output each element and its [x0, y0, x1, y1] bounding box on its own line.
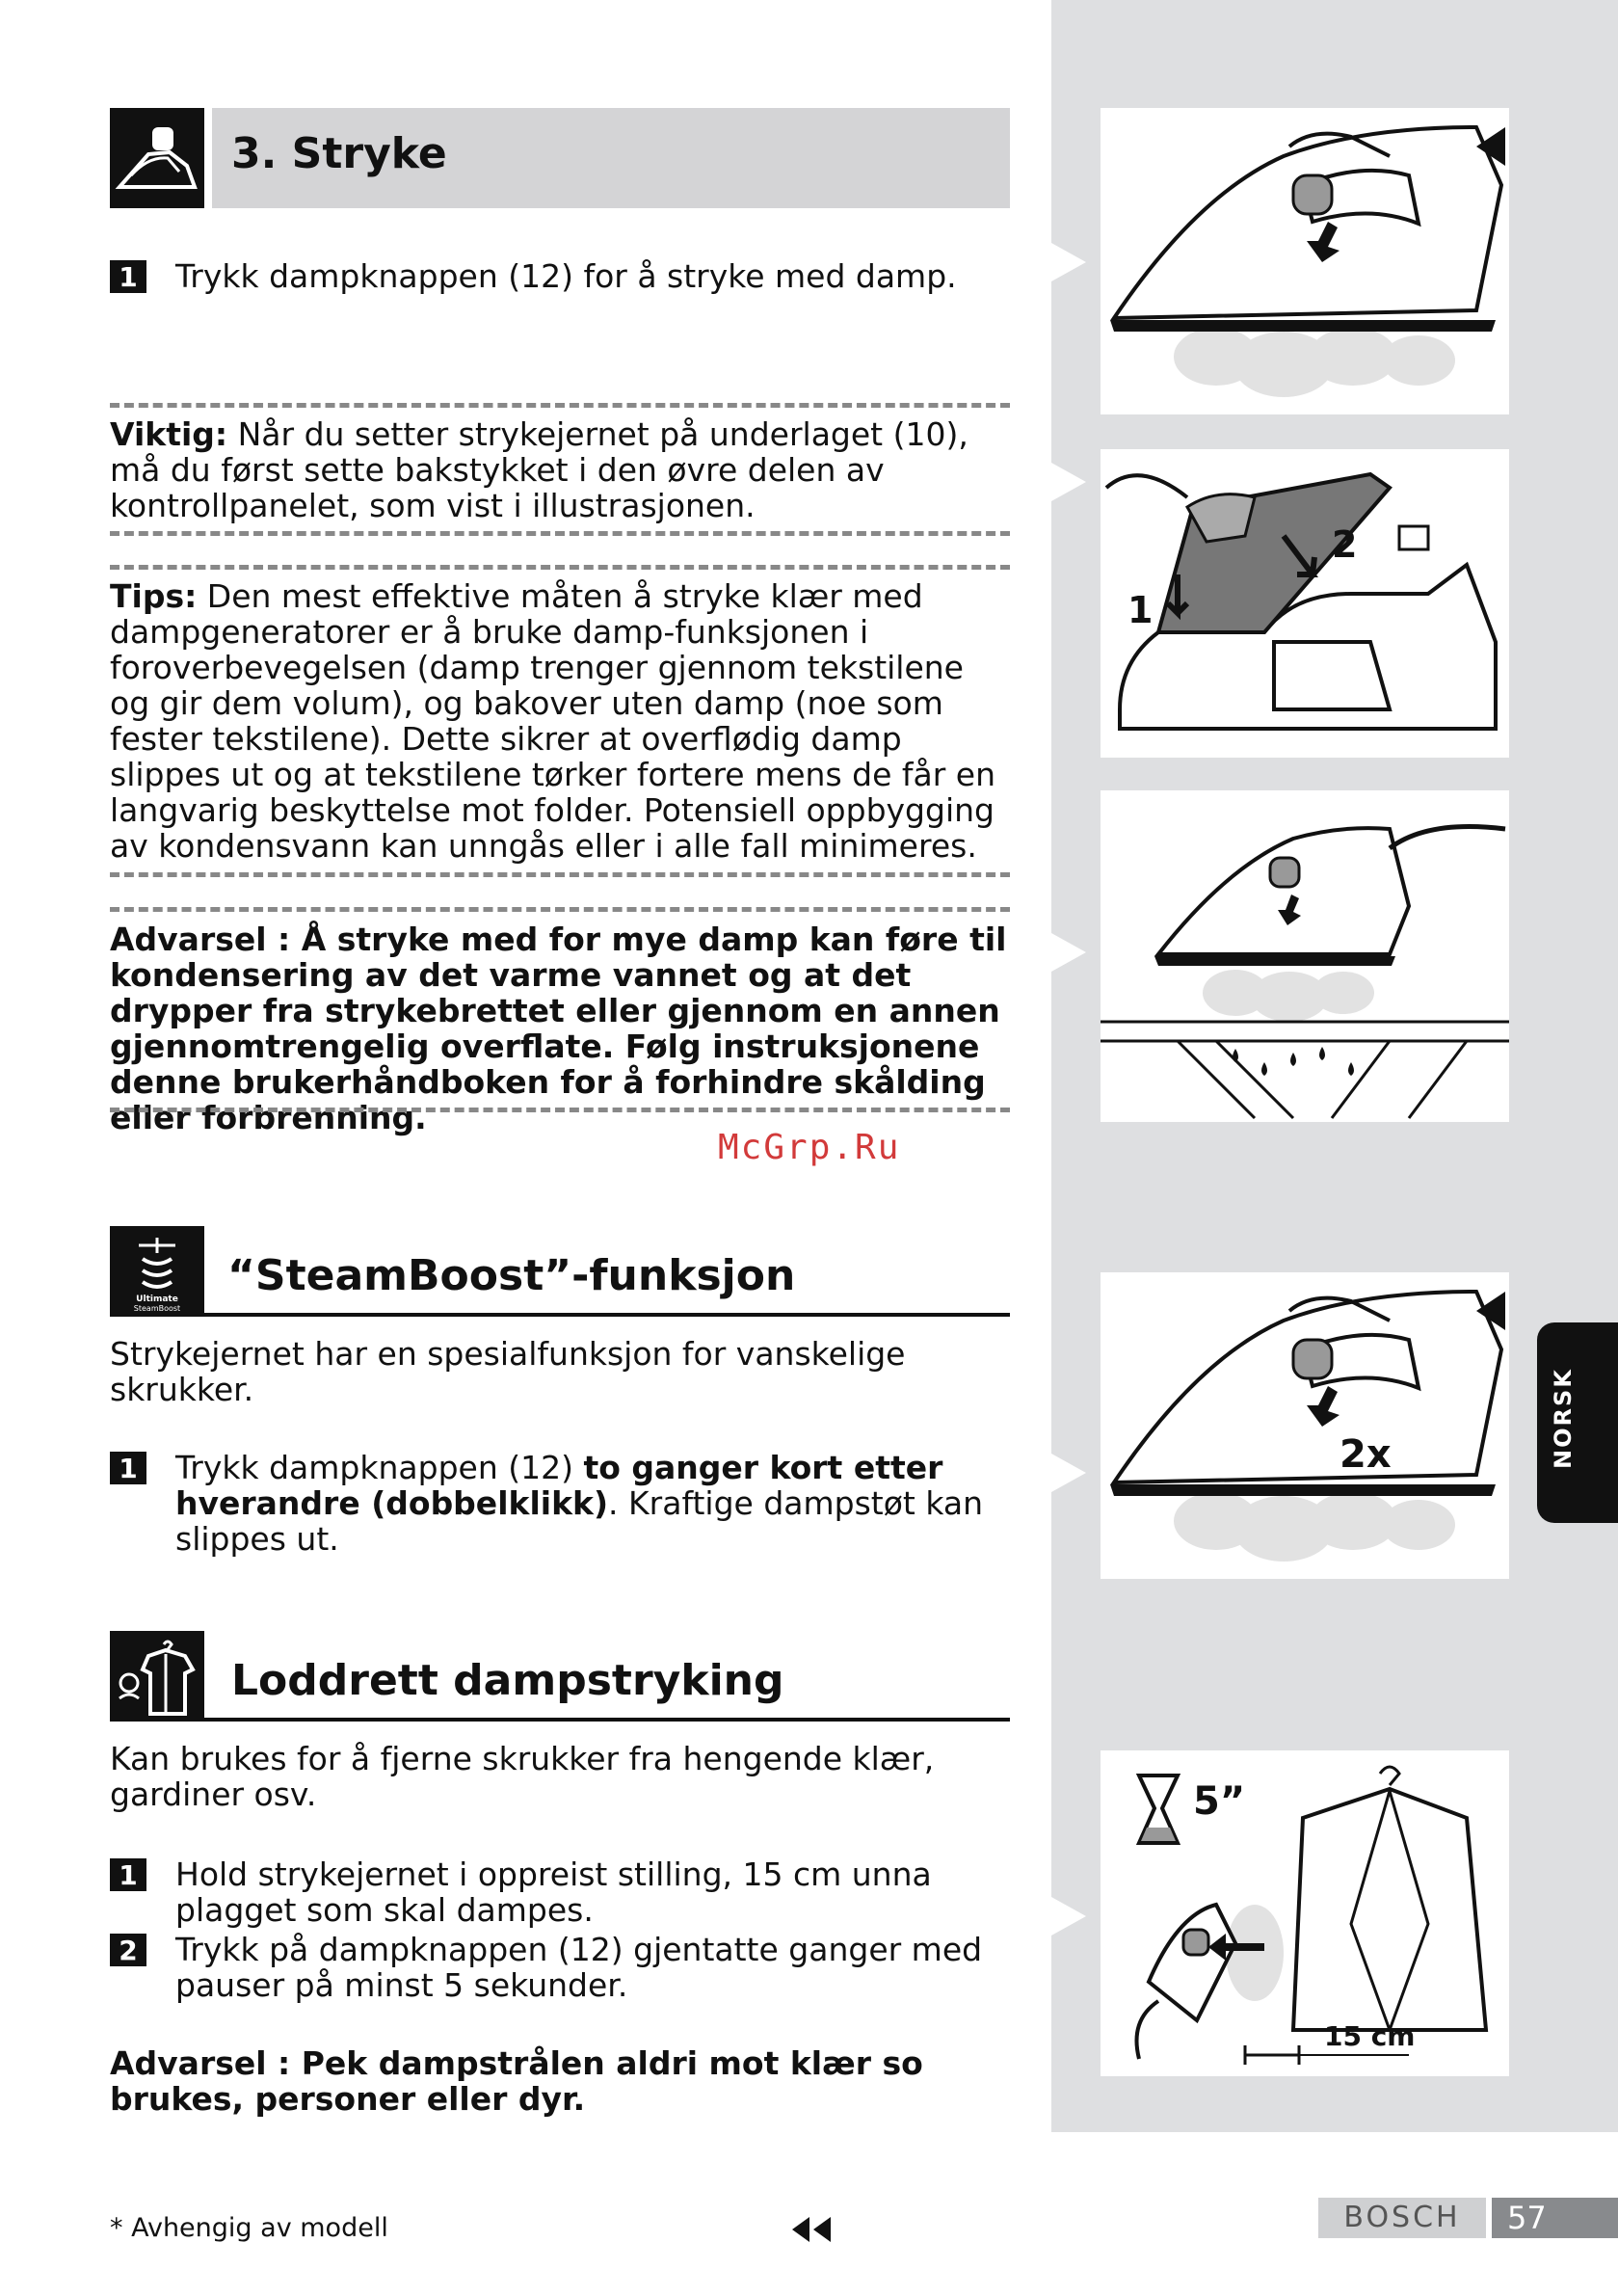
illustration-steam-ironing — [1101, 108, 1509, 414]
tips-label: Tips: — [110, 577, 198, 615]
illustration-steamboost — [1101, 1272, 1509, 1579]
illustration-label: 5” — [1193, 1779, 1246, 1824]
panel-pointer — [1051, 1897, 1086, 1936]
steamboost-intro: Strykejernet har en spesialfunksjon for vanskelige skrukker. — [110, 1335, 906, 1408]
illustration-label: 15 cm — [1324, 2020, 1416, 2052]
steamboost-icon-label: Ultimate — [136, 1295, 178, 1304]
step-text-bold: to ganger kort etter hverandre (dobbelklikk) — [175, 1449, 943, 1522]
brand-label: BOSCH — [1318, 2198, 1486, 2238]
vertical-intro: Kan brukes for å fjerne skrukker fra hengende klær, gardiner osv. — [110, 1740, 935, 1813]
divider — [110, 907, 1010, 912]
step-text — [175, 1450, 1004, 1557]
page-number: 57 — [1492, 2198, 1618, 2238]
language-tab-label: NORSK — [1550, 1368, 1577, 1469]
viktig-note — [110, 416, 1010, 523]
step-text: Trykk dampknappen (12) for å stryke med damp. — [175, 257, 957, 295]
footnote: * Avhengig av modell — [110, 2213, 388, 2243]
steamboost-title: “SteamBoost”-funksjon — [227, 1251, 796, 1300]
heading-underline — [204, 1718, 1010, 1722]
step-text-part: . Kraftige dampstøt kan slippes ut. — [175, 1484, 984, 1558]
watermark: McGrp.Ru — [718, 1128, 901, 1167]
divider — [110, 872, 1010, 877]
illustration-condensation — [1101, 790, 1509, 1122]
warning-note: Advarsel : Pek dampstrålen aldri mot klær so brukes, personer eller dyr. — [110, 2044, 923, 2118]
panel-pointer — [1051, 463, 1086, 501]
step-text-part: Trykk dampknappen (12) — [175, 1449, 584, 1486]
step-number: 2 — [110, 1934, 146, 1966]
divider — [110, 403, 1010, 408]
viktig-label: Viktig: — [110, 415, 228, 453]
step-number: 1 — [110, 260, 146, 293]
illustration-label: 1 — [1127, 589, 1154, 631]
step-text: Hold strykejernet i oppreist stilling, 15 cm unna plagget som skal dampes. — [175, 1855, 932, 1929]
steamboost-icon — [110, 1226, 204, 1317]
illustration-label: 2 — [1332, 523, 1358, 566]
vertical-title: Loddrett dampstryking — [231, 1656, 784, 1705]
divider — [110, 565, 1010, 570]
heading-underline — [204, 1313, 1010, 1317]
illustration-vertical-steaming — [1101, 1750, 1509, 2076]
tips-note — [110, 578, 1010, 864]
step-number: 1 — [110, 1452, 146, 1484]
illustration-label: 2x — [1339, 1432, 1392, 1477]
panel-pointer — [1051, 1454, 1086, 1492]
illustration-iron-on-base — [1101, 449, 1509, 758]
step-number: 1 — [110, 1858, 146, 1891]
panel-pointer — [1051, 933, 1086, 972]
steamboost-icon-label: SteamBoost — [133, 1304, 181, 1313]
ironing-icon — [110, 108, 204, 208]
vertical-steam-icon — [110, 1631, 204, 1722]
warning-note: Advarsel : Å stryke med for mye damp kan føre til kondensering av det varme vannet og at det drypper fra strykebrettet eller gjennom en annen gjennomtrengelig overflate. Følg instruksjonene denne brukerhåndboken for å forhindre skålding eller forbrenning. — [110, 921, 1007, 1136]
panel-pointer — [1051, 243, 1086, 281]
step-text: Trykk på dampknappen (12) gjentatte ganger med pauser på minst 5 sekunder. — [175, 1931, 983, 2004]
divider — [110, 1108, 1010, 1112]
tips-text: Den mest effektive måten å stryke klær med dampgeneratorer er å bruke damp-funksjonen i foroverbevegelsen (damp trenger gjennom tekstilene og gir dem volum), og bakover uten damp (noe som fester tekstilene). Dette sikrer at overflødig damp slippes ut og at tekstilene tørker fortere mens de får en langvarig beskyttelse mot folder. Potensiell oppbygging av kondensvann kan unngås eller i alle fall minimeres. — [110, 577, 996, 865]
rewind-icon — [788, 2215, 835, 2248]
divider — [110, 531, 1010, 536]
viktig-text: Når du setter strykejernet på underlaget (10), må du først sette bakstykket i den øvre delen av kontrollpanelet, som vist i illustrasjonen. — [110, 415, 968, 524]
section-title: 3. Stryke — [231, 129, 447, 178]
